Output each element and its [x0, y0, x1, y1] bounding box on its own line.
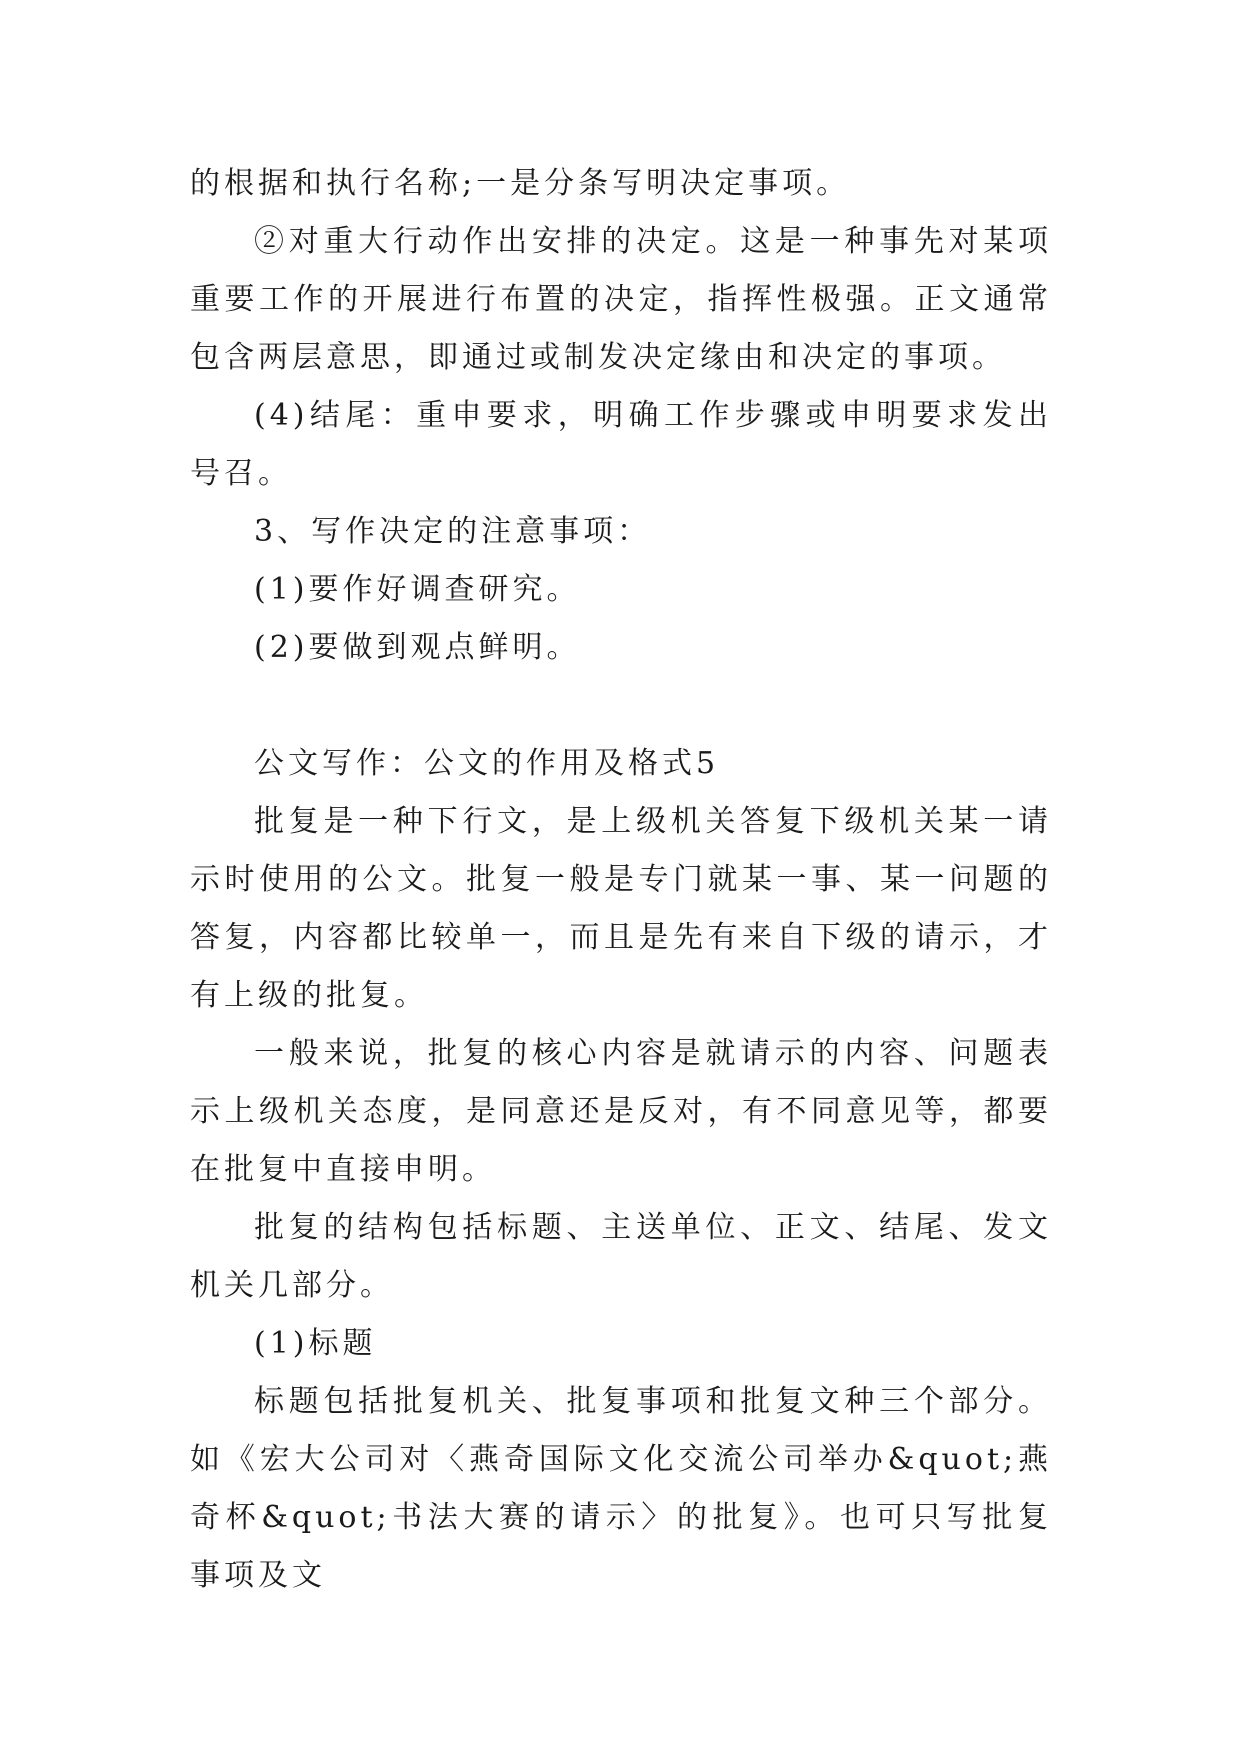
paragraph-8: 批复是一种下行文，是上级机关答复下级机关某一请示时使用的公文。批复一般是专门就某一事、某一问题的答复，内容都比较单一，而且是先有来自下级的请示，才有上级的批复。 — [190, 804, 1052, 1013]
blank-line — [190, 677, 1052, 735]
paragraph-12: 标题包括批复机关、批复事项和批复文种三个部分。如《宏大公司对〈燕奇国际文化交流公司举办&quot;燕奇杯&quot;书法大赛的请示〉的批复》。也可只写批复事项及文 — [190, 1384, 1052, 1593]
paragraph-6: (2)要做到观点鲜明。 — [254, 630, 581, 665]
paragraph-9: 一般来说，批复的核心内容是就请示的内容、问题表示上级机关态度，是同意还是反对，有不同意见等，都要在批复中直接申明。 — [190, 1036, 1052, 1187]
paragraph-4: 3、写作决定的注意事项： — [254, 514, 652, 549]
section-heading: 公文写作：公文的作用及格式5 — [254, 746, 720, 781]
paragraph-1: 的根据和执行名称;一是分条写明决定事项。 — [190, 166, 851, 201]
paragraph-11: (1)标题 — [254, 1326, 377, 1361]
paragraph-2: ②对重大行动作出安排的决定。这是一种事先对某项重要工作的开展进行布置的决定，指挥性极强。正文通常包含两层意思，即通过或制发决定缘由和决定的事项。 — [190, 224, 1052, 375]
document-body — [190, 155, 1052, 1605]
paragraph-10: 批复的结构包括标题、主送单位、正文、结尾、发文机关几部分。 — [190, 1210, 1052, 1303]
paragraph-5: (1)要作好调查研究。 — [254, 572, 581, 607]
paragraph-3: (4)结尾：重申要求，明确工作步骤或申明要求发出号召。 — [190, 398, 1052, 491]
